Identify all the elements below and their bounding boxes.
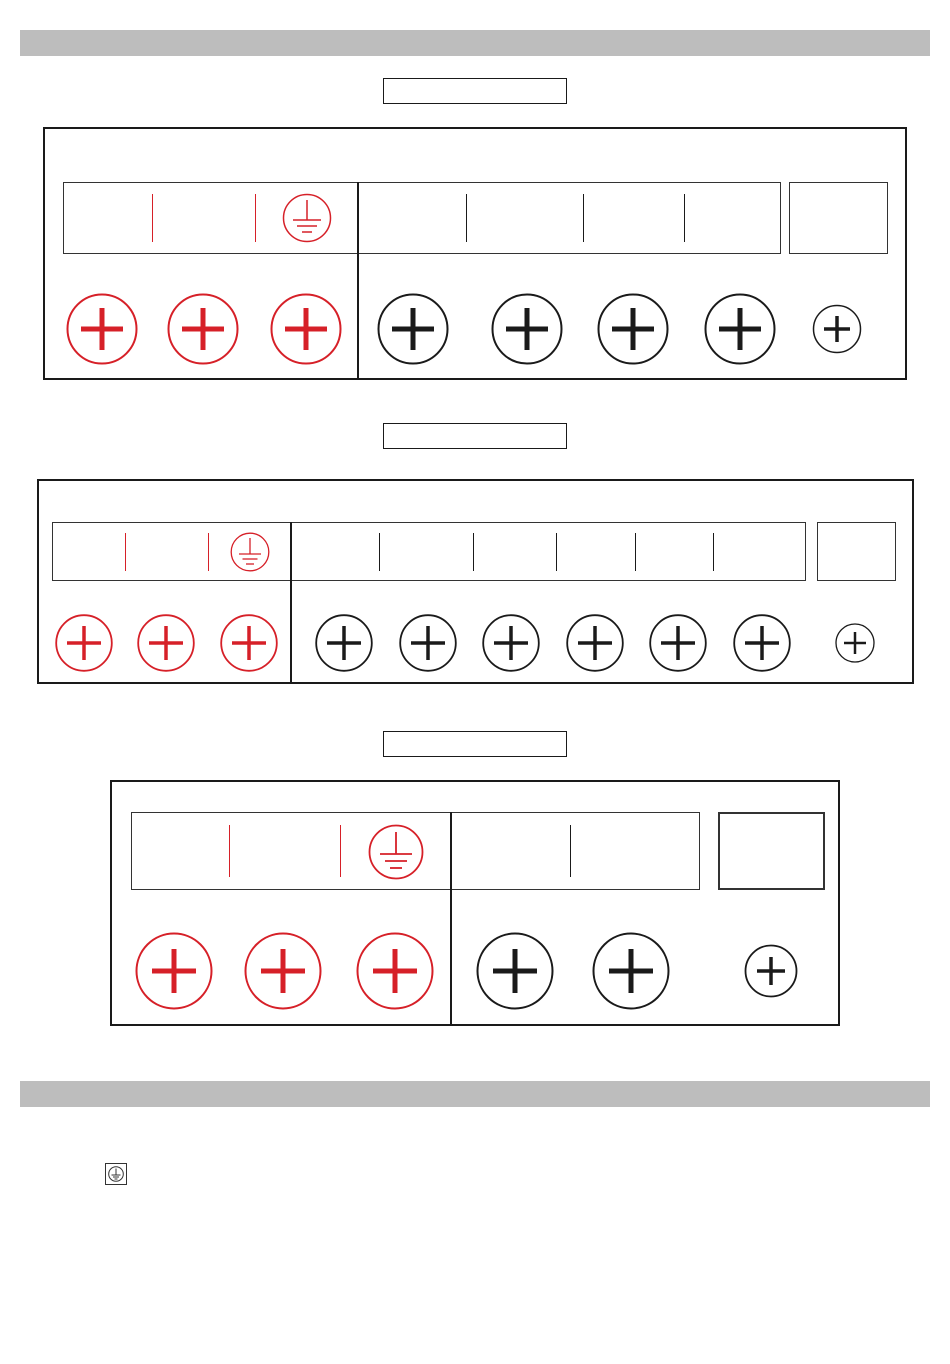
earth-icon bbox=[368, 824, 424, 880]
black-screw-terminal-icon bbox=[733, 614, 791, 672]
small-screw-terminal-icon bbox=[744, 944, 798, 998]
red-screw-terminal-icon bbox=[167, 293, 239, 365]
diagram-1-phase-tick bbox=[255, 194, 256, 242]
diagram-1-load-tick bbox=[466, 194, 467, 242]
diagram-2-load-tick bbox=[635, 533, 636, 571]
diagram-1-divider bbox=[357, 182, 359, 379]
red-screw-terminal-icon bbox=[220, 614, 278, 672]
diagram-1-phase-tick bbox=[152, 194, 153, 242]
diagram-3-load-strip bbox=[451, 812, 700, 890]
black-screw-terminal-icon bbox=[399, 614, 457, 672]
earth-icon bbox=[282, 193, 332, 243]
diagram-2-load-strip bbox=[291, 522, 806, 581]
diagram-3-aux-box bbox=[718, 812, 825, 890]
diagram-2-load-tick bbox=[379, 533, 380, 571]
diagram-2-load-tick bbox=[713, 533, 714, 571]
red-screw-terminal-icon bbox=[66, 293, 138, 365]
diagram-2-divider bbox=[290, 522, 292, 683]
black-screw-terminal-icon bbox=[592, 932, 670, 1010]
diagram-2-load-tick bbox=[556, 533, 557, 571]
section-header-bar-top bbox=[20, 30, 930, 56]
red-screw-terminal-icon bbox=[244, 932, 322, 1010]
note-earth-symbol-box bbox=[105, 1163, 127, 1185]
earth-icon bbox=[230, 532, 270, 572]
diagram-1-caption-box bbox=[383, 78, 567, 104]
black-screw-terminal-icon bbox=[566, 614, 624, 672]
small-screw-terminal-icon bbox=[812, 304, 862, 354]
small-screw-terminal-icon bbox=[835, 623, 875, 663]
diagram-2-caption-box bbox=[383, 423, 567, 449]
black-screw-terminal-icon bbox=[482, 614, 540, 672]
diagram-3-caption-box bbox=[383, 731, 567, 757]
black-screw-terminal-icon bbox=[491, 293, 563, 365]
section-header-bar-bottom bbox=[20, 1081, 930, 1107]
red-screw-terminal-icon bbox=[135, 932, 213, 1010]
black-screw-terminal-icon bbox=[315, 614, 373, 672]
diagram-2-load-tick bbox=[473, 533, 474, 571]
black-screw-terminal-icon bbox=[704, 293, 776, 365]
diagram-3-phase-tick bbox=[340, 825, 341, 877]
red-screw-terminal-icon bbox=[137, 614, 195, 672]
black-screw-terminal-icon bbox=[597, 293, 669, 365]
diagram-3-divider bbox=[450, 812, 452, 1025]
red-screw-terminal-icon bbox=[55, 614, 113, 672]
diagram-1-aux-box bbox=[789, 182, 888, 254]
black-screw-terminal-icon bbox=[377, 293, 449, 365]
diagram-1-load-tick bbox=[684, 194, 685, 242]
black-screw-terminal-icon bbox=[649, 614, 707, 672]
red-screw-terminal-icon bbox=[356, 932, 434, 1010]
diagram-1-load-tick bbox=[583, 194, 584, 242]
diagram-2-aux-box bbox=[817, 522, 896, 581]
red-screw-terminal-icon bbox=[270, 293, 342, 365]
black-screw-terminal-icon bbox=[476, 932, 554, 1010]
diagram-2-phase-tick bbox=[125, 533, 126, 571]
diagram-3-load-tick bbox=[570, 825, 571, 877]
diagram-1-load-strip bbox=[358, 182, 781, 254]
earth-icon bbox=[108, 1166, 124, 1182]
diagram-3-phase-tick bbox=[229, 825, 230, 877]
diagram-2-phase-tick bbox=[208, 533, 209, 571]
